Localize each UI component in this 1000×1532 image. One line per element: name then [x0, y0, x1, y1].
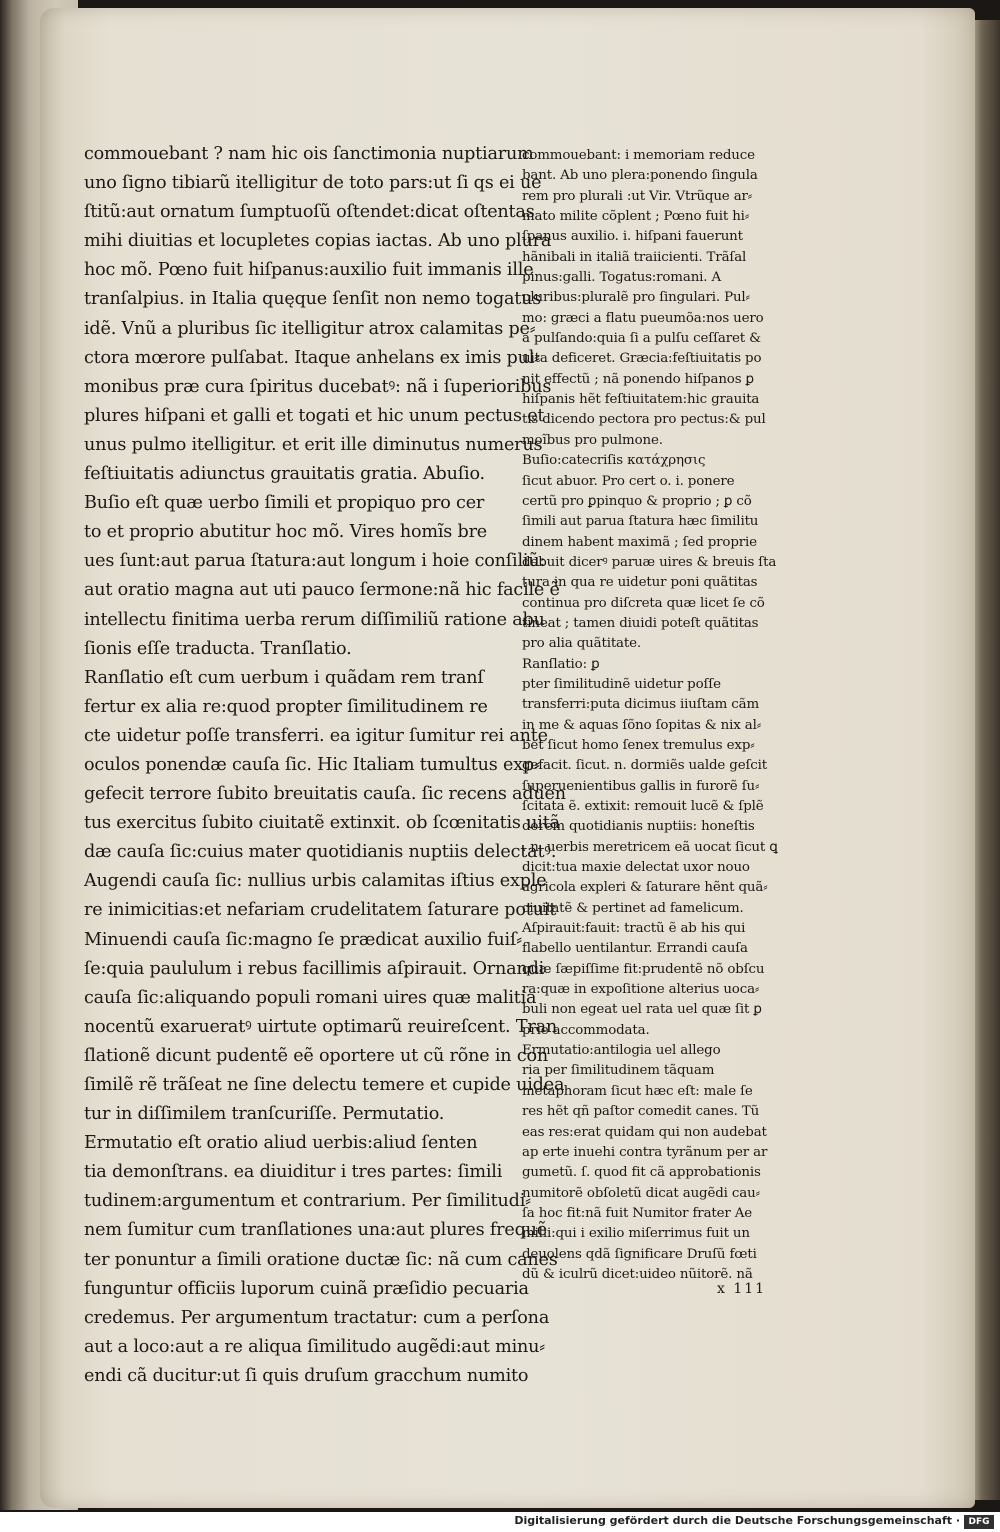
main-text-line: commouebant ? nam hic ois ſanctimonia nuptiarum [84, 144, 534, 164]
main-text-line: uno ſigno tibiarũ itelligitur de toto pars:ut ſi qs ei ue [84, 173, 542, 194]
main-text-line: endi cã ducitur:ut ſi quis druſum gracchum numito [84, 1365, 529, 1386]
folio-number: x 111 [717, 1281, 767, 1297]
commentary-line: numitorẽ obſoletũ dicat augẽdi cau⸗ [522, 1185, 760, 1201]
commentary-line: prie accommodata. [522, 1022, 650, 1038]
main-text-line: aut a loco:aut a re aliqua ſimilitudo augẽdi:aut minu⸗ [84, 1336, 545, 1357]
main-text-line: tia demonſtrans. ea diuiditur i tres partes: ſimili [84, 1162, 503, 1183]
commentary-line: ſcitata ẽ. extixit: remouit lucẽ & ſplẽ [522, 799, 764, 814]
commentary-line: gumetũ. ſ. quod fit cã approbationis [522, 1165, 761, 1181]
commentary-line: commouebant: i memoriam reduce [522, 148, 755, 163]
main-text-line: idẽ. Vnũ a pluribus ſic itelligitur atrox calamitas pe⸗ [84, 318, 536, 339]
commentary-line: hãnibali in italiã traiicienti. Trãſal [522, 249, 747, 265]
commentary-line: pter ſimilitudinẽ uidetur poſſe [522, 676, 721, 692]
commentary-line: pro alia quãtitate. [522, 636, 641, 652]
commentary-line: Aſpirauit:fauit: tractũ ẽ ab his qui [522, 921, 746, 937]
main-text-line: ter ponuntur a ſimili oratione ductæ ſic: nã cum canes [84, 1249, 558, 1270]
main-text-line: cte uidetur poſſe transferri. ea igitur ſumitur rei ante [84, 725, 548, 746]
commentary-line: tineat ; tamen diuidi poteſt quãtitas [522, 615, 759, 631]
main-text-line: ſimilẽ rẽ trãſeat ne ſine delectu temere et cupide uidea [84, 1075, 565, 1095]
main-text-line: oculos ponendæ cauſa ſic. Hic Italiam tumultus exp⸗ [84, 754, 540, 775]
main-text-line: tudinem:argumentum et contrarium. Per ſimilitudi⸗ [84, 1191, 531, 1212]
commentary-line: tura in qua re uidetur poni quãtitas [522, 575, 758, 591]
page-right-edge [972, 20, 1000, 1500]
commentary-line: dinem habent maximã ; ſed proprie [522, 534, 757, 550]
main-text-line: hoc mõ. Pœno fuit hiſpanus:auxilio fuit immanis ille [84, 260, 534, 281]
commentary-line: Ermutatio:antilogia uel allego [522, 1043, 721, 1059]
commentary-line: continua pro diſcreta quæ licet ſe cõ [522, 595, 765, 611]
main-text-line: credemus. Per argumentum tractatur: cum a perſona [84, 1307, 550, 1328]
main-text-line: feſtiuitatis adiunctus grauitatis gratia. Abuſio. [84, 464, 485, 485]
commentary-line: ſpanus auxilio. i. hiſpani fauerunt [522, 229, 743, 245]
commentary-line: ſa hoc fit:nã fuit Numitor frater Ae [522, 1205, 753, 1221]
commentary-line: mato milite cõplent ; Pœno fuit hi⸗ [522, 209, 750, 225]
commentary-line: ſimili aut parua ſtatura hæc ſimilitu [522, 514, 759, 530]
commentary-line: gefacit. ſicut. n. dormiẽs ualde geſcit [522, 758, 767, 774]
commentary-line: in me & aquas ſõno ſopitas & nix al⸗ [522, 717, 762, 733]
commentary-line: quæ ſæpiſſime fit:prudentẽ nõ obſcu [522, 961, 765, 977]
commentary-line: moĩbus pro pulmone. [522, 432, 663, 448]
main-text-line: nocentũ exarueratꝰ uirtute optimarũ reuireſcent. Tran [84, 1016, 558, 1037]
main-text-line: ſe:quia paululum i rebus facillimis aſpirauit. Ornandi [84, 958, 545, 979]
commentary-line: res hẽt qñ paſtor comedit canes. Tũ [522, 1104, 760, 1120]
commentary-line: transferri:puta dicimus iiuſtam cãm [522, 697, 760, 713]
commentary-line: Buſio:catecriſis κατάχρησις [522, 453, 706, 469]
main-text-line: gefecit terrore ſubito breuitatis cauſa. ſic recens aduen [84, 784, 566, 805]
main-text-line: to et proprio abutitur hoc mõ. Vires homĩs bre [84, 522, 487, 543]
main-text-line: nem ſumitur cum tranſlationes una:aut plures frequẽ [84, 1220, 547, 1241]
main-text-line: re inimicitias:et nefariam crudelitatem ſaturare potuit [84, 900, 557, 921]
main-text-line: tus exercitus ſubito ciuitatẽ extinxit. ob ſcœnitatis uitã [84, 813, 560, 834]
commentary-line: uita deficeret. Græcia:feſtiuitatis po [522, 351, 762, 367]
commentary-line: dũ & iculrũ dicet:uideo nũitorẽ. nã [522, 1266, 753, 1282]
commentary-line: ſuperuenientibus gallis in furorẽ ſu⸗ [522, 778, 760, 794]
main-text-line: fertur ex alia re:quod propter ſimilitudinem re [84, 696, 488, 717]
commentary-line: pinus:galli. Togatus:romani. A [522, 270, 722, 286]
commentary-line: agricola expleri & ſaturare hẽnt quã⸗ [522, 880, 768, 896]
main-text-line: ues ſunt:aut parua ſtatura:aut longum i hoie conſiliũ: [84, 551, 546, 572]
main-text-line: tur in diſſimilem tranſcuriſſe. Permutatio. [84, 1104, 445, 1125]
main-text-line: cauſa ſic:aliquando populi romani uires quæ malitia [84, 987, 537, 1008]
main-text-line: Ermutatio eſt oratio aliud uerbis:aliud ſenten [84, 1133, 478, 1154]
commentary-line: bet ſicut homo ſenex tremulus exp⸗ [522, 737, 755, 753]
commentary-line: metaphoram ſicut hæc eſt: male ſe [522, 1083, 753, 1099]
main-text-line: ſtitũ:aut ornatum ſumptuoſũ oſtendet:dicat oſtentas [84, 202, 535, 223]
main-text-line: dæ cauſa ſic:cuius mater quotidianis nuptiis delectatꝰ. [84, 842, 557, 863]
commentary-line: deuolens qdã ſignificare Druſũ fœti [522, 1246, 757, 1262]
main-text-line: intellectu finitima uerba rerum diſſimiliũ ratione abu [84, 609, 545, 630]
commentary-line: hiſpanis hẽt feſtiuitatem:hic grauita [522, 392, 760, 408]
main-text-line: ſlationẽ dicunt pudentẽ eẽ oportere ut cũ rõne in con [84, 1045, 549, 1066]
footer-credit: Digitalisierung gefördert durch die Deutsche Forschungsgemeinschaft · [514, 1514, 960, 1527]
commentary-line: milii:qui i exilio miſerrimus fuit un [522, 1226, 750, 1242]
commentary-line: nit effectũ ; nã ponendo hiſpanos ꝑ [522, 371, 754, 387]
commentary-line: certũ pro ꝑpinquo & proprio ; ꝑ cõ [522, 493, 752, 509]
main-text-line: aut oratio magna aut uti pauco ſermone:nã hic facile ẽ [84, 580, 560, 601]
commentary-line: ria per ſimilitudinem tãquam [522, 1063, 715, 1079]
main-text-line: Minuendi cauſa ſic:magno ſe prædicat auxilio fuiſ⸗ [84, 929, 522, 950]
commentary-line: bant. Ab uno plera:ponendo ſingula [522, 168, 758, 184]
main-text-line: mihi diuitias et locupletes copias iactas. Ab uno plura [84, 231, 552, 252]
commentary-line: tis dicendo pectora pro pectus:& pul [522, 412, 766, 428]
footer-bar [0, 1512, 1000, 1532]
commentary-line: ſicut abuor. Pro cert o. i. ponere [522, 473, 735, 489]
commentary-line: dicit:tua maxie delectat uxor nouo [522, 860, 750, 876]
main-text-line: ſionis eſſe traducta. Tranſlatio. [84, 638, 352, 659]
commentary-line: ciuitatẽ & pertinet ad famelicum. [522, 900, 744, 916]
commentary-line: buli non egeat uel rata uel quæ ſit ꝑ [522, 1002, 762, 1018]
commentary-line: ra:quæ in expoſitione alterius uoca⸗ [522, 982, 760, 998]
main-text-line: tranſalpius. in Italia quęque ſenſit non nemo togatus [84, 289, 542, 310]
dfg-logo-icon: DFG [964, 1515, 994, 1529]
main-text-line: unus pulmo itelligitur. et erit ille diminutus numerus [84, 434, 543, 455]
commentary-line: . n. uerbis meretricem eã uocat ſicut ꝗ [522, 839, 778, 855]
main-text-line: plures hiſpani et galli et togati et hic unum pectus et [84, 405, 545, 426]
commentary-line: ap erte inuehi contra tyrãnum per ar [522, 1144, 768, 1160]
commentary-line: debuit dicerꝰ paruæ uires & breuis ſta [522, 554, 777, 570]
commentary-line: flabello uentilantur. Errandi cauſa [522, 941, 748, 957]
main-text-line: ctora mœrore pulſabat. Itaque anhelans ex imis pul⸗ [84, 347, 540, 368]
main-text-line: Augendi cauſa ſic: nullius urbis calamitas iſtius exple [84, 871, 547, 892]
commentary-line: Ranſlatio: ꝑ [522, 656, 600, 672]
main-text-line: funguntur officiis luporum cuinã præſidio pecuaria [84, 1278, 529, 1299]
main-text-line: monibus præ cura ſpiritus ducebatꝰ: nã i ſuperioribus [84, 376, 552, 397]
commentary-line: rem pro plurali :ut Vir. Vtrũque ar⸗ [522, 188, 753, 204]
main-text-line: Ranſlatio eſt cum uerbum i quãdam rem tranſ [84, 667, 484, 688]
commentary-line: mo: græci a flatu pueumõa:nos uero [522, 310, 764, 326]
main-text-line: Buſio eſt quæ uerbo ſimili et propiquo pro cer [84, 493, 485, 514]
commentary-line: a pulſando:quia ſi a pulſu ceſſaret & [522, 331, 761, 347]
commentary-line: dorem quotidianis nuptiis: honeſtis [522, 819, 755, 835]
commentary-line: pluribus:pluralẽ pro ſingulari. Pul⸗ [522, 290, 750, 306]
commentary-column [522, 146, 797, 1285]
commentary-line: eas res:erat quidam qui non audebat [522, 1124, 767, 1140]
